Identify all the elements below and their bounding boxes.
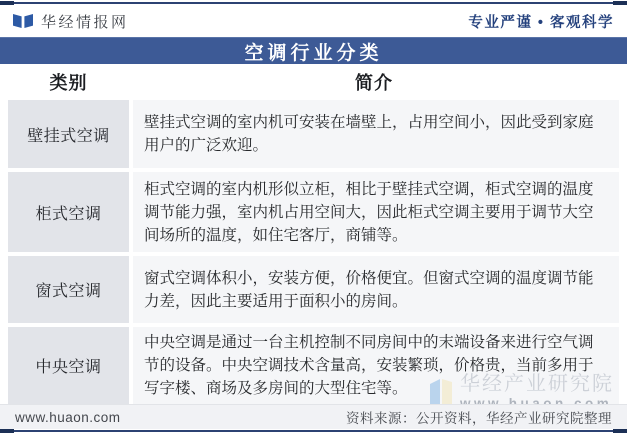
- brand-name: 华经情报网: [41, 13, 129, 31]
- brand-header: [0, 6, 627, 36]
- table-row: [8, 172, 619, 252]
- category-cell: 柜式空调: [8, 172, 129, 252]
- description-cell: [133, 256, 619, 323]
- huaon-logo-icon: [13, 13, 33, 29]
- footer-site-link: www.huaon.com: [15, 409, 121, 425]
- table-column-headers: [8, 64, 619, 100]
- watermark-name: 华经产业研究院: [460, 373, 614, 395]
- column-header-category: 类别: [49, 73, 88, 93]
- description-text: 窗式空调体积小，安装方便，价格便宜。但窗式空调的温度调节能力差，因此主要适用于面积小的房间。: [144, 269, 594, 310]
- description-cell: [133, 172, 619, 252]
- description-cell: [133, 327, 619, 404]
- footer-source: 资料来源：公开资料，华经产业研究院整理: [346, 411, 612, 426]
- column-header-intro: 简介: [355, 73, 393, 93]
- description-cell: [133, 100, 619, 168]
- top-divider: [0, 2, 627, 4]
- description-text: 柜式空调的室内机形似立柜，相比于壁挂式空调，柜式空调的温度调节能力强，室内机占用空间大，因此柜式空调主要用于调节大空间场所的温度，如住宅客厅，商铺等。: [144, 180, 594, 244]
- table-row: [8, 256, 619, 323]
- bottom-divider: [0, 430, 627, 432]
- category-cell: 中央空调: [8, 327, 129, 404]
- category-cell: 窗式空调: [8, 256, 129, 323]
- slogan: 专业严谨 • 客观科学: [468, 14, 614, 31]
- description-text: 壁挂式空调的室内机可安装在墙壁上，占用空间小，因此受到家庭用户的广泛欢迎。: [144, 114, 594, 154]
- table-row: [8, 327, 619, 404]
- description-text: 中央空调是通过一台主机控制不同房间中的末端设备来进行空气调节的设备。中央空调技术含量高，安装繁琐，价格贵，当前多用于写字楼、商场及多房间的大型住宅等。: [144, 334, 594, 397]
- category-cell: 壁挂式空调: [8, 100, 129, 168]
- table-row: [8, 100, 619, 168]
- page-title: 空调行业分类: [0, 37, 627, 64]
- table-body: [8, 100, 619, 404]
- footer-bar: [0, 404, 627, 429]
- brand: [13, 11, 129, 32]
